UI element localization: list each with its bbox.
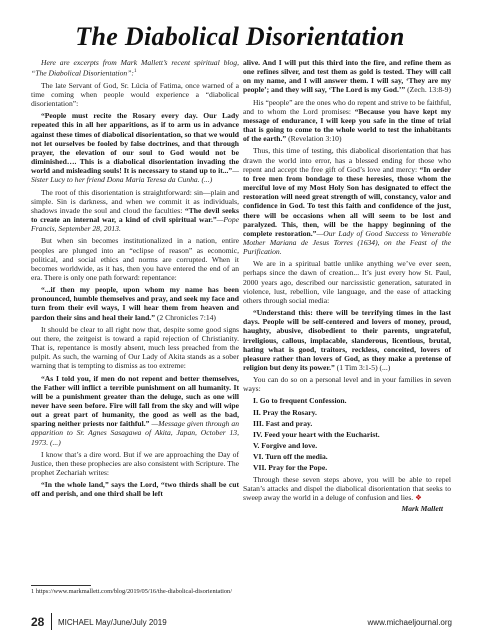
text-run: We are in a spiritual battle unlike anything we’ve ever seen, perhaps since the dawn of creation... It’s just every how St. Paul, 2000 years ago, described our narcissistic generation, saturated in violence, lust, rebellion, vile language, and the ease of attacking others through social media: [243, 259, 451, 305]
paragraph [243, 259, 451, 305]
text-run: “People must recite the Rosary every day. Our Lady repeated this in all her apparitions, as if to arm us in advance against these times of diabolical disorientation, so that we would not let ourselves be fooled by false doctrines, and that through prayer, the elevation of our soul to God would not be diminished…. This is a diabolical disorientation invading the world and misleading souls! It is necessary to stand up to it...” [31, 111, 239, 176]
article-title: The Diabolical Disorientation [75, 22, 405, 51]
text-run: “The devil seeks to create an internal war, a kind of civil spiritual war.” [31, 205, 239, 225]
closing-paragraph [243, 475, 451, 502]
paragraph [243, 98, 451, 144]
text-run: “In the whole land,” says the Lord, “two thirds shall be cut off and perish, and one third shall be left [31, 480, 239, 499]
text-run: alive. And I will put this third into the fire, and refine them as one refines silver, and test them as gold is tested. They will call on my name, and I will answer them. I will say, ‘They are my people’; and they will say, ‘The Lord is my God.’” [243, 58, 451, 95]
step-item: VI. Turn off the media. [253, 452, 328, 462]
text-run: “Understand this: there will be terrifying times in the last days. People will be self-centered and lovers of money, proud, haughty, abusive, disobedient to their parents, ungrateful, irreligious, callous, implacable, slanderous, licentious, brutal, hating what is good, traitors, reckless, conceited, lovers of pleasure rather than lovers of God, as they make a pretense of religion but deny its power.” [243, 308, 451, 372]
step-item: I. Go to frequent Confession. [253, 396, 347, 406]
footer-divider [51, 613, 52, 630]
text-run: The root of this disorientation is straightforward: sin—plain and simple. Sin is darkness, and when we commit it as individuals, shadows invade the soul and cloud the faculties: [31, 187, 239, 215]
website-url: www.michaeljournal.org [367, 618, 452, 627]
text-run: “...if then my people, upon whom my name has been pronounced, humble themselves and pray, and seek my face and turn from their evil ways, I will hear them from heaven and pardon their sins and heal their land.” [31, 285, 239, 322]
text-run: (Revelation 3:10) [286, 134, 342, 144]
text-run: —Our Lady of Good Success to Venerable Mother Mariana de Jesus Torres (1634), on the Feast of the Purification. [243, 228, 451, 257]
paragraph [243, 375, 451, 393]
paragraph [31, 236, 239, 282]
text-run: His “people” are the ones who do repent and strive to be faithful, and to whom the Lord promises: [243, 97, 451, 116]
closing-text: Through these seven steps above, you will be able to repel Satan’s attacks and dispel the diabolical disorientation that seeks to sweep away the world in a deluge of confusion and lies. [243, 474, 451, 502]
left-column [31, 58, 239, 502]
text-run: (2 Chronicles 7:14) [155, 312, 216, 322]
page-number: 28 [31, 615, 45, 629]
paragraph [31, 111, 239, 184]
step-item: II. Pray the Rosary. [253, 407, 317, 417]
text-run: But when sin becomes institutionalized in a nation, entire peoples are plunged into an “eclipse of reason” as economic, political, and social ethics and norms are corrupted. When it becomes worldwide, as it has, then you have entered the end of an era. There is only one path forward: repentance: [31, 236, 239, 282]
text-run: Thus, this time of testing, this diabolical disorientation that has drawn the world into error, has a blessed ending for those who repent and accept the free gift of God’s love and mercy: [243, 146, 451, 174]
page-footer [31, 617, 452, 633]
paragraph [243, 308, 451, 372]
paragraph [31, 81, 239, 108]
text-run: Here are excerpts from Mark Mallett’s recent spiritual blog, “The Diabolical Disorientation”: [31, 58, 239, 78]
text-run: “Because you have kept my message of endurance, I will keep you safe in the time of trial that is going to come to the whole world to test the inhabitants of the earth.” [243, 106, 451, 144]
text-run: The late Servant of God, Sr. Lúcia of Fatima, once warned of a time coming when people would experience a “diabolical disorientation”: [31, 80, 239, 109]
right-column [243, 58, 451, 513]
text-run: “In order to free men from bondage to these heresies, those whom the merciful love of my Most Holy Son has designated to effect the restoration will need great strength of will, constancy, valor and confidence in God. To test this faith and confidence of the just, there will be occasions when all will seem to be lost and paralyzed. This, then, will be the happy beginning of the complete restoration.” [243, 164, 452, 238]
footnote: 1 https://www.markmallett.com/blog/2019/05/16/the-diabolical-disorientation/ [31, 588, 233, 595]
paragraph [31, 450, 239, 477]
footnote-rule [31, 585, 91, 586]
paragraph [243, 58, 451, 95]
text-run: —Pope Francis, September 28, 2013. [31, 215, 239, 234]
paragraph [243, 146, 451, 256]
text-run: —Sister Lucy to her friend Dona Maria Teresa da Cunha. (...) [31, 166, 239, 185]
step-item: V. Forgive and love. [253, 441, 318, 451]
closing-ornament: ❖ [415, 492, 422, 502]
paragraph [31, 374, 239, 447]
step-item: VII. Pray for the Pope. [253, 463, 328, 473]
step-item: IV. Feed your heart with the Eucharist. [253, 429, 380, 439]
right-column-paragraphs [243, 58, 451, 393]
paragraph [31, 188, 239, 234]
text-run: It should be clear to all right now that, despite some good signs out there, the zeitgeist is toward a rapid rejection of Christianity. That is, repentance is mostly absent, much less preached from the pulpit. As such, the warning of Our Lady of Akita stands as a sober warning that is tempting to dismiss as too extreme: [31, 324, 239, 371]
publication-issue: MICHAEL May/June/July 2019 [58, 618, 167, 627]
text-run: (1 Tim 3:1-5) (...) [334, 363, 391, 372]
text-run: “As I told you, if men do not repent and better themselves, the Father will inflict a terrible punishment on all humanity. It will be a punishment greater than the deluge, such as one will never have seen before. Fire will fall from the sky and will wipe out a great part of humanity, the good as well as the bad, sparing neither priests nor faithful.” [31, 373, 239, 429]
footnote-ref: 1 [133, 69, 137, 75]
author-signature: Mark Mallett [401, 504, 443, 514]
text-run: I know that’s a dire word. But if we are approaching the Day of Justice, then these prophecies are also consistent with Scripture. The prophet Zechariah writes: [31, 449, 239, 478]
step-item: III. Fast and pray. [253, 418, 313, 428]
text-run: You can do so on a personal level and in your families in seven ways: [243, 375, 451, 394]
paragraph [31, 285, 239, 322]
paragraph [31, 480, 239, 498]
paragraph [31, 325, 239, 371]
seven-steps-list [243, 396, 451, 472]
text-run: —Message given through an apparition to Sr. Agnes Sasagawa of Akita, Japan, October 13, 1973. (...) [31, 419, 239, 447]
text-run: (Zech. 13:8-9) [405, 85, 451, 95]
paragraph [31, 58, 239, 78]
